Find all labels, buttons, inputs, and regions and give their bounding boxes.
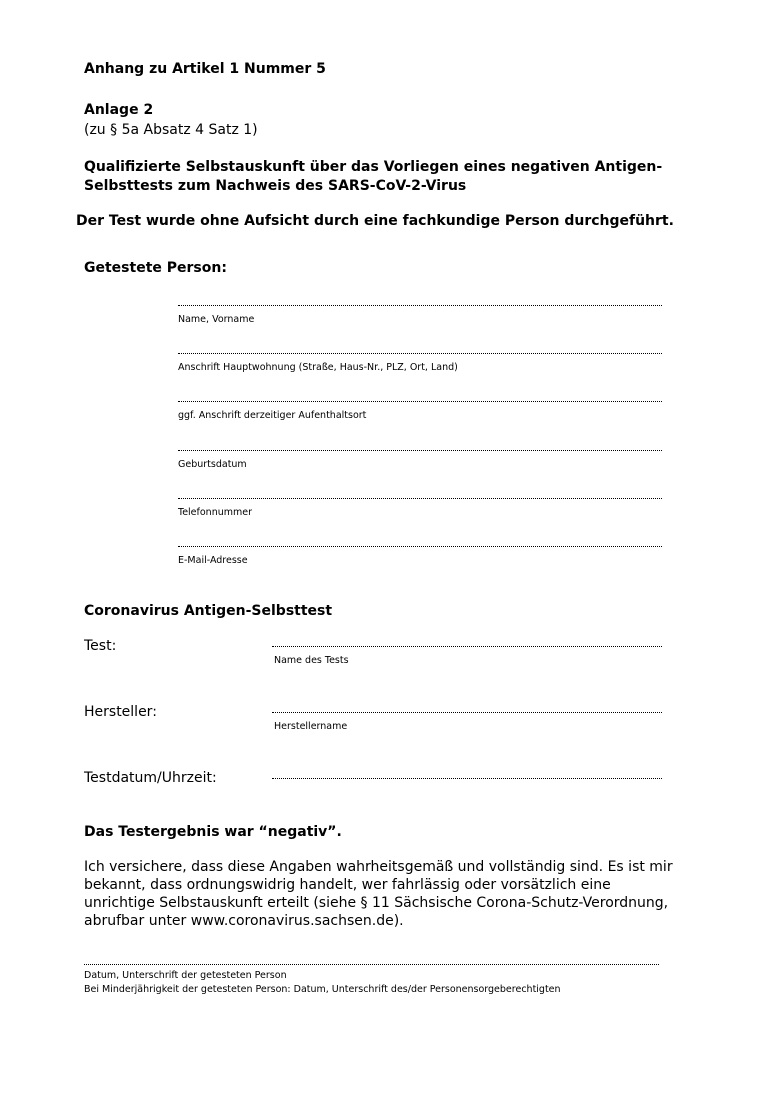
email-field-label: E-Mail-Adresse [178, 555, 248, 566]
attachment-heading: Anlage 2 [84, 102, 154, 118]
current-residence-field-line[interactable] [178, 401, 662, 402]
result-heading: Das Testergebnis war “negativ”. [84, 824, 342, 840]
address-field-line[interactable] [178, 353, 662, 354]
address-field-label: Anschrift Hauptwohnung (Straße, Haus-Nr., PLZ, Ort, Land) [178, 362, 458, 373]
legal-reference: (zu § 5a Absatz 4 Satz 1) [84, 122, 258, 138]
manufacturer-field-line[interactable] [272, 712, 662, 713]
test-name-sublabel: Name des Tests [274, 655, 349, 666]
declaration-paragraph: Ich versichere, dass diese Angaben wahrheitsgemäß und vollständig sind. Es ist mir bekannt, dass ordnungswidrig handelt, wer fahrlässig oder vorsätzlich eine unrichtige Selbstauskunft erteilt (siehe § 11 Sächsische Corona-Schutz-Verordnung, abrufbar unter www.coronavirus.sachsen.de). [84, 859, 673, 929]
manufacturer-label: Hersteller: [84, 704, 157, 720]
document-title-line1: Qualifizierte Selbstauskunft über das Vorliegen eines negativen Antigen- [84, 159, 663, 175]
birthdate-field-line[interactable] [178, 450, 662, 451]
test-datetime-label: Testdatum/Uhrzeit: [84, 770, 217, 786]
document-title-line2: Selbsttests zum Nachweis des SARS-CoV-2-Virus [84, 178, 467, 194]
test-label: Test: [84, 638, 117, 654]
supervision-notice: Der Test wurde ohne Aufsicht durch eine fachkundige Person durchgeführt. [76, 213, 674, 229]
name-field-line[interactable] [178, 305, 662, 306]
name-field-label: Name, Vorname [178, 314, 255, 325]
phone-field-label: Telefonnummer [178, 507, 252, 518]
test-section-heading: Coronavirus Antigen-Selbsttest [84, 603, 333, 619]
person-heading: Getestete Person: [84, 260, 227, 276]
birthdate-field-label: Geburtsdatum [178, 459, 247, 470]
guardian-signature-label: Bei Minderjährigkeit der getesteten Person: Datum, Unterschrift des/der Personensorgeberechtigten [84, 984, 561, 995]
current-residence-field-label: ggf. Anschrift derzeitiger Aufenthaltsort [178, 410, 367, 421]
phone-field-line[interactable] [178, 498, 662, 499]
test-name-field-line[interactable] [272, 646, 662, 647]
annex-heading: Anhang zu Artikel 1 Nummer 5 [84, 61, 326, 77]
manufacturer-sublabel: Herstellername [274, 721, 348, 732]
test-datetime-field-line[interactable] [272, 778, 662, 779]
signature-line[interactable] [84, 964, 659, 965]
email-field-line[interactable] [178, 546, 662, 547]
signature-label: Datum, Unterschrift der getesteten Person [84, 970, 287, 981]
